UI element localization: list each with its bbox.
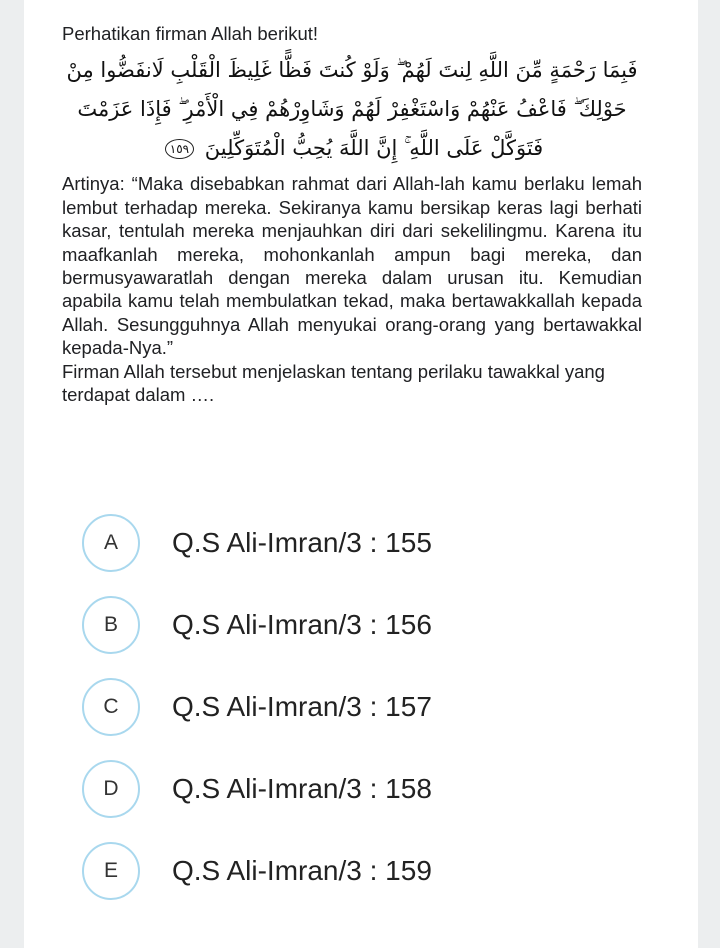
question-intro: Perhatikan firman Allah berikut! bbox=[62, 23, 319, 44]
option-text[interactable]: Q.S Ali-Imran/3 : 157 bbox=[172, 691, 432, 722]
arabic-verse-block bbox=[62, 51, 642, 168]
verse-translation: Artinya: “Maka disebabkan rahmat dari Allah-lah kamu berlaku lemah lembut terhadap mereka. Sekiranya kamu bersikap keras lagi berhati kasar, tentulah mereka menjauhkan diri dari sekelilingmu. Karena itu maafkanlah mereka, mohonkanlah ampun bagi mereka, dan bermusyawaratlah dengan mereka dalam urusan itu. Kemudian apabila kamu telah membulatkan tekad, maka bertawakkallah kepada Allah. Sesungguhnya Allah menyukai orang-orang yang bertawakkal kepada-Nya.” bbox=[62, 173, 642, 359]
option-letter-circle[interactable]: C bbox=[82, 678, 140, 736]
verse-number-marker: ١٥٩ bbox=[165, 139, 194, 159]
option-e[interactable] bbox=[82, 830, 642, 912]
option-c[interactable] bbox=[82, 666, 642, 748]
option-text[interactable]: Q.S Ali-Imran/3 : 158 bbox=[172, 773, 432, 804]
option-letter-circle[interactable]: E bbox=[82, 842, 140, 900]
arabic-verse: فَبِمَا رَحْمَةٍ مِّنَ اللَّهِ لِنتَ لَهُمْ ۖ وَلَوْ كُنتَ فَظًّا غَلِيظَ الْقَلْبِ لَانفَضُّوا مِنْ حَوْلِكَ ۖ فَاعْفُ عَنْهُمْ وَاسْتَغْفِرْ لَهُمْ وَشَاوِرْهُمْ فِي الْأَمْرِ ۖ فَإِذَا عَزَمْتَ فَتَوَكَّلْ عَلَى اللَّهِ ۚ إِنَّ اللَّهَ يُحِبُّ الْمُتَوَكِّلِينَ bbox=[66, 58, 638, 161]
question-block bbox=[62, 22, 642, 406]
option-a[interactable] bbox=[82, 502, 642, 584]
option-letter-circle[interactable]: D bbox=[82, 760, 140, 818]
option-letter-circle[interactable]: A bbox=[82, 514, 140, 572]
answer-options bbox=[82, 502, 642, 912]
option-text[interactable]: Q.S Ali-Imran/3 : 155 bbox=[172, 527, 432, 558]
option-text[interactable]: Q.S Ali-Imran/3 : 159 bbox=[172, 855, 432, 886]
option-d[interactable] bbox=[82, 748, 642, 830]
option-text[interactable]: Q.S Ali-Imran/3 : 156 bbox=[172, 609, 432, 640]
option-b[interactable] bbox=[82, 584, 642, 666]
question-prompt: Firman Allah tersebut menjelaskan tentang perilaku tawakkal yang terdapat dalam …. bbox=[62, 360, 605, 406]
option-letter-circle[interactable]: B bbox=[82, 596, 140, 654]
